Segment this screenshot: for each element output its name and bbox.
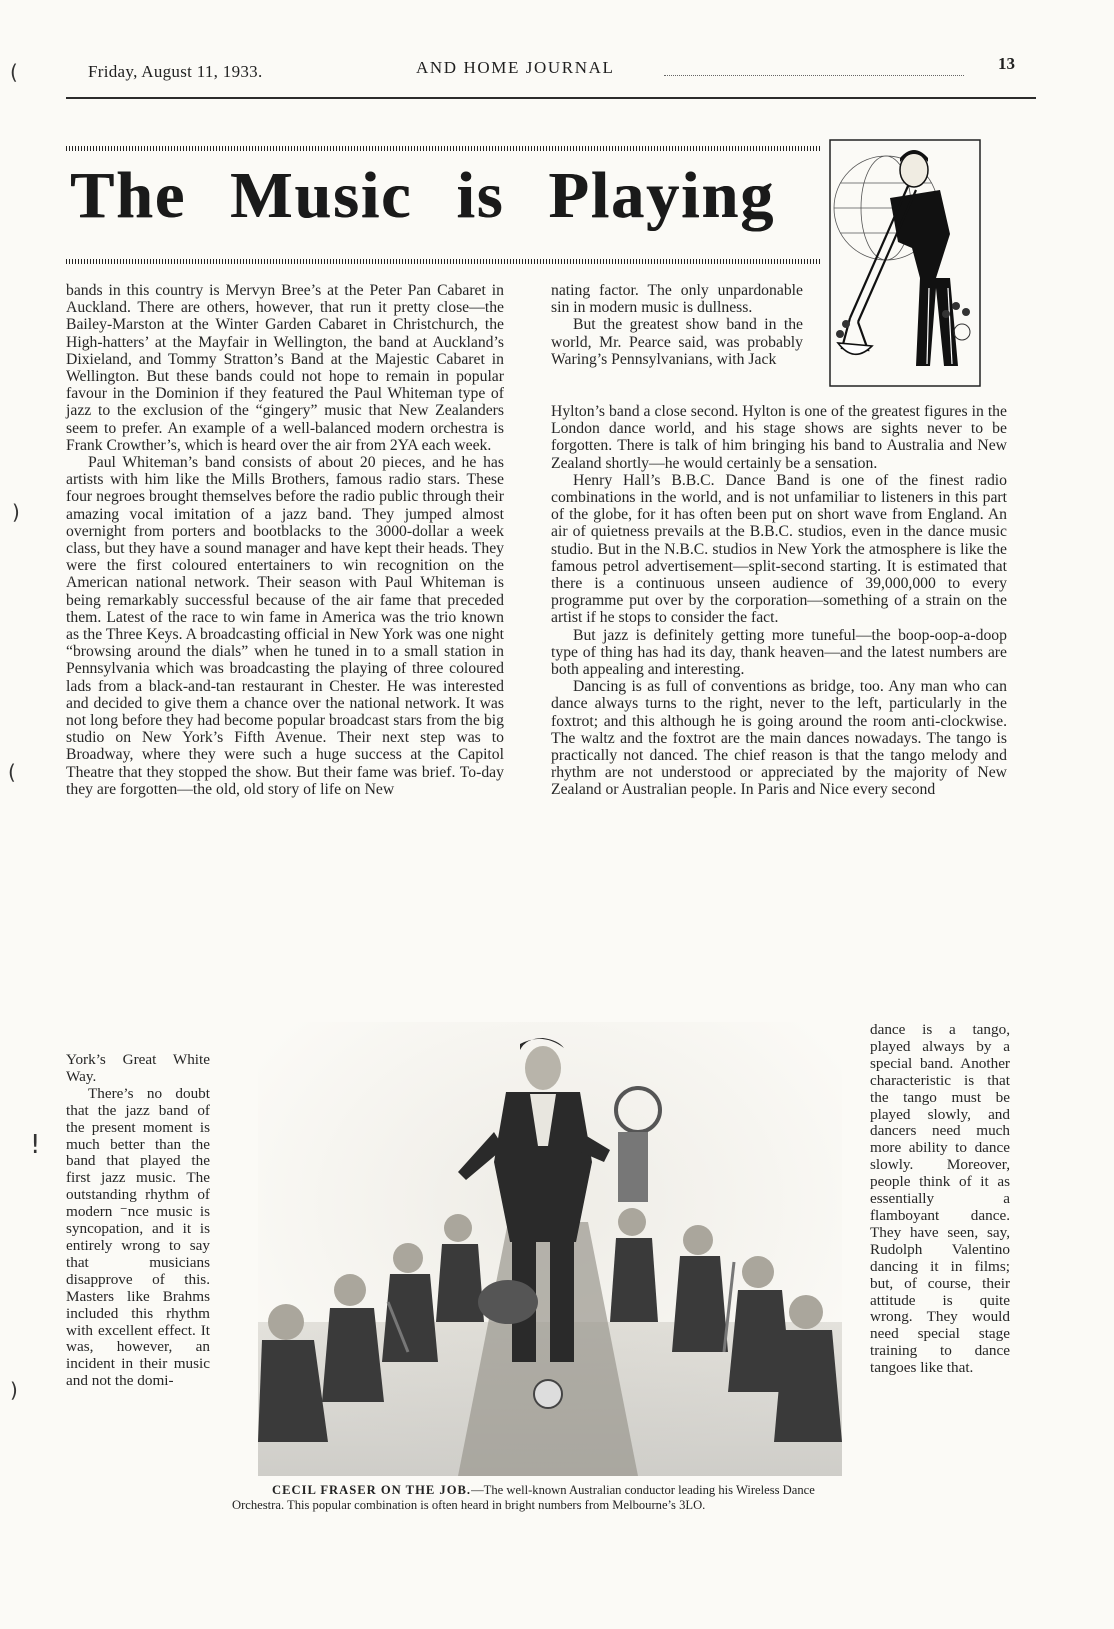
page-number: 13 <box>998 54 1015 73</box>
caption-body: —The well-known Australian conductor leading his Wireless Dance Orchestra. This popular combination is often heard in bright numbers from Melbourne’s 3LO. <box>232 1483 815 1512</box>
paragraph: bands in this country is Mervyn Bree’s at the Peter Pan Cabaret in Auckland. There are others, however, that run it pretty close—the Bailey-Marston at the Winter Garden Cabaret in Christchurch, the High-hatters’ at the Mayfair in Wellington, the band at Auckland’s Dixieland, and Tommy Stratton’s Band at the Majestic Cabaret in Wellington. But these bands could not hope to remain in popular favour in the Dominion if they featured the Paul Whiteman type of jazz to the exclusion of the “gingery” music that New Zealanders seem to prefer. An example of a well-balanced modern orchestra is Frank Crowther’s, which is heard over the air from 2YA each week. <box>66 282 504 454</box>
title-word: The <box>70 159 187 232</box>
dance-orchestra-photo-icon <box>258 1022 842 1476</box>
page-header <box>66 48 1036 80</box>
article-title-box <box>66 146 822 264</box>
photo-caption <box>232 1483 832 1513</box>
paragraph: But jazz is definitely getting more tuneful—the boop-oop-a-doop type of thing has had its day, thank heaven—and the latest numbers are both appealing and interesting. <box>551 626 1007 679</box>
paragraph: York’s Great White Way. <box>66 1051 210 1085</box>
paragraph: Dancing is as full of conventions as bridge, too. Any man who can dance always turns to the right, never to the left, particularly in the foxtrot; and this although he is going around the room anti-clockwise. The waltz and the foxtrot are the main dances nowadays. The tango is practically not danced. The chief reason is that the tango melody and rhythm are not understood or appreciated by the majority of New Zealand or Australian people. In Paris and Nice every second <box>551 678 1007 799</box>
article-column-right <box>551 403 1007 799</box>
article-column-mid-top <box>551 282 803 368</box>
article-column-narrow-left <box>66 1052 210 1390</box>
header-leader-dots <box>664 75 964 76</box>
margin-mark: ! <box>30 1130 41 1160</box>
article-title <box>70 158 775 234</box>
title-bottom-border <box>66 259 822 264</box>
title-word: Playing <box>548 159 776 232</box>
title-word: is <box>456 159 505 232</box>
header-rule <box>66 97 1036 99</box>
paragraph: But the greatest show band in the world, Mr. Pearce said, was probably Waring’s Pennsylvanians, with Jack <box>551 316 803 368</box>
caption-heading: CECIL FRASER ON THE JOB. <box>272 1483 472 1497</box>
paragraph: Hylton’s band a close second. Hylton is one of the greatest figures in the London dance world, and his stage shows are sights never to be forgotten. There is talk of him bringing his band to Australia and New Zealand shortly—he would certainly be a sensation. <box>551 403 1007 472</box>
paragraph: dance is a tango, played always by a special band. Another characteristic is that the tango must be played slowly, and dancers need much more ability to dance slowly. Moreover, people think of it as essentially a flamboyant dance. They have seen, say, Rudolph Valentino dancing it in films; but, of course, their attitude is quite wrong. They would need special stage training to dance tangoes like that. <box>870 1021 1010 1377</box>
paragraph: nating factor. The only unpardonable sin in modern music is dullness. <box>551 282 803 317</box>
title-top-border <box>66 146 822 151</box>
paragraph: There’s no doubt that the jazz band of the present moment is much better than the band that played the first jazz music. The outstanding rhythm of modern ⁻nce music is syncopation, and it is entirely wrong to say that musicians disapprove of this. Masters like Brahms included this rhythm with excellent effect. It was, however, an incident in their music and not the domi- <box>66 1084 210 1390</box>
margin-mark: ( <box>10 60 18 84</box>
article-column-left <box>66 282 504 798</box>
trombone-player-illustration-icon <box>828 138 984 388</box>
margin-mark: ( <box>8 760 16 784</box>
margin-mark: ) <box>12 500 20 524</box>
margin-mark: ) <box>10 1378 18 1402</box>
issue-date: Friday, August 11, 1933. <box>88 62 263 81</box>
title-word: Music <box>230 159 413 232</box>
paragraph: Paul Whiteman’s band consists of about 20 pieces, and he has artists with him like the Mills Brothers, famous radio stars. These four negroes brought themselves before the radio public through their amazing vocal imitation of a jazz band. They jumped almost overnight from porters and bootblacks to the 3000-dollar a week class, but they have a sound manager and have kept their heads. They were the first coloured entertainers to win recognition on the American national network. Their season with Paul Whiteman is being remarkably successful because of the air fame that preceded them. Latest of the race to win fame in America was the trio known as the Three Keys. A broadcasting official in New York was one night “browsing around the dials” when he tuned in to a small station in Pennsylvania which was broadcasting the playing of three coloured lads from a black-and-tan restaurant in Chester. He was interested and decided to give them a chance over the national network. It was not long before they had become popular broadcast stars from the big studio on New York’s Fifth Avenue. Their next step was to Broadway, where they were such a huge success at the Capitol Theatre that they stopped the show. But their fame was brief. To-day they are forgotten—the old, old story of life on New <box>66 454 504 798</box>
paragraph: Henry Hall’s B.B.C. Dance Band is one of the finest radio combinations in the world, and is not unfamiliar to listeners in this part of the globe, for it has often been put on short wave from England. An air of quietness prevails at the B.B.C. studios, even in the dance music studio. But in the N.B.C. studios in New York the atmosphere is like the famous petrol advertisement—split-second starting. It is estimated that there is a continuous unseen audience of 39,000,000 to every programme put over by the corporation—something of a strain on the artist if he stops to consider the fact. <box>551 471 1007 627</box>
publication-name: AND HOME JOURNAL <box>416 58 615 77</box>
article-column-narrow-right <box>870 1022 1010 1377</box>
